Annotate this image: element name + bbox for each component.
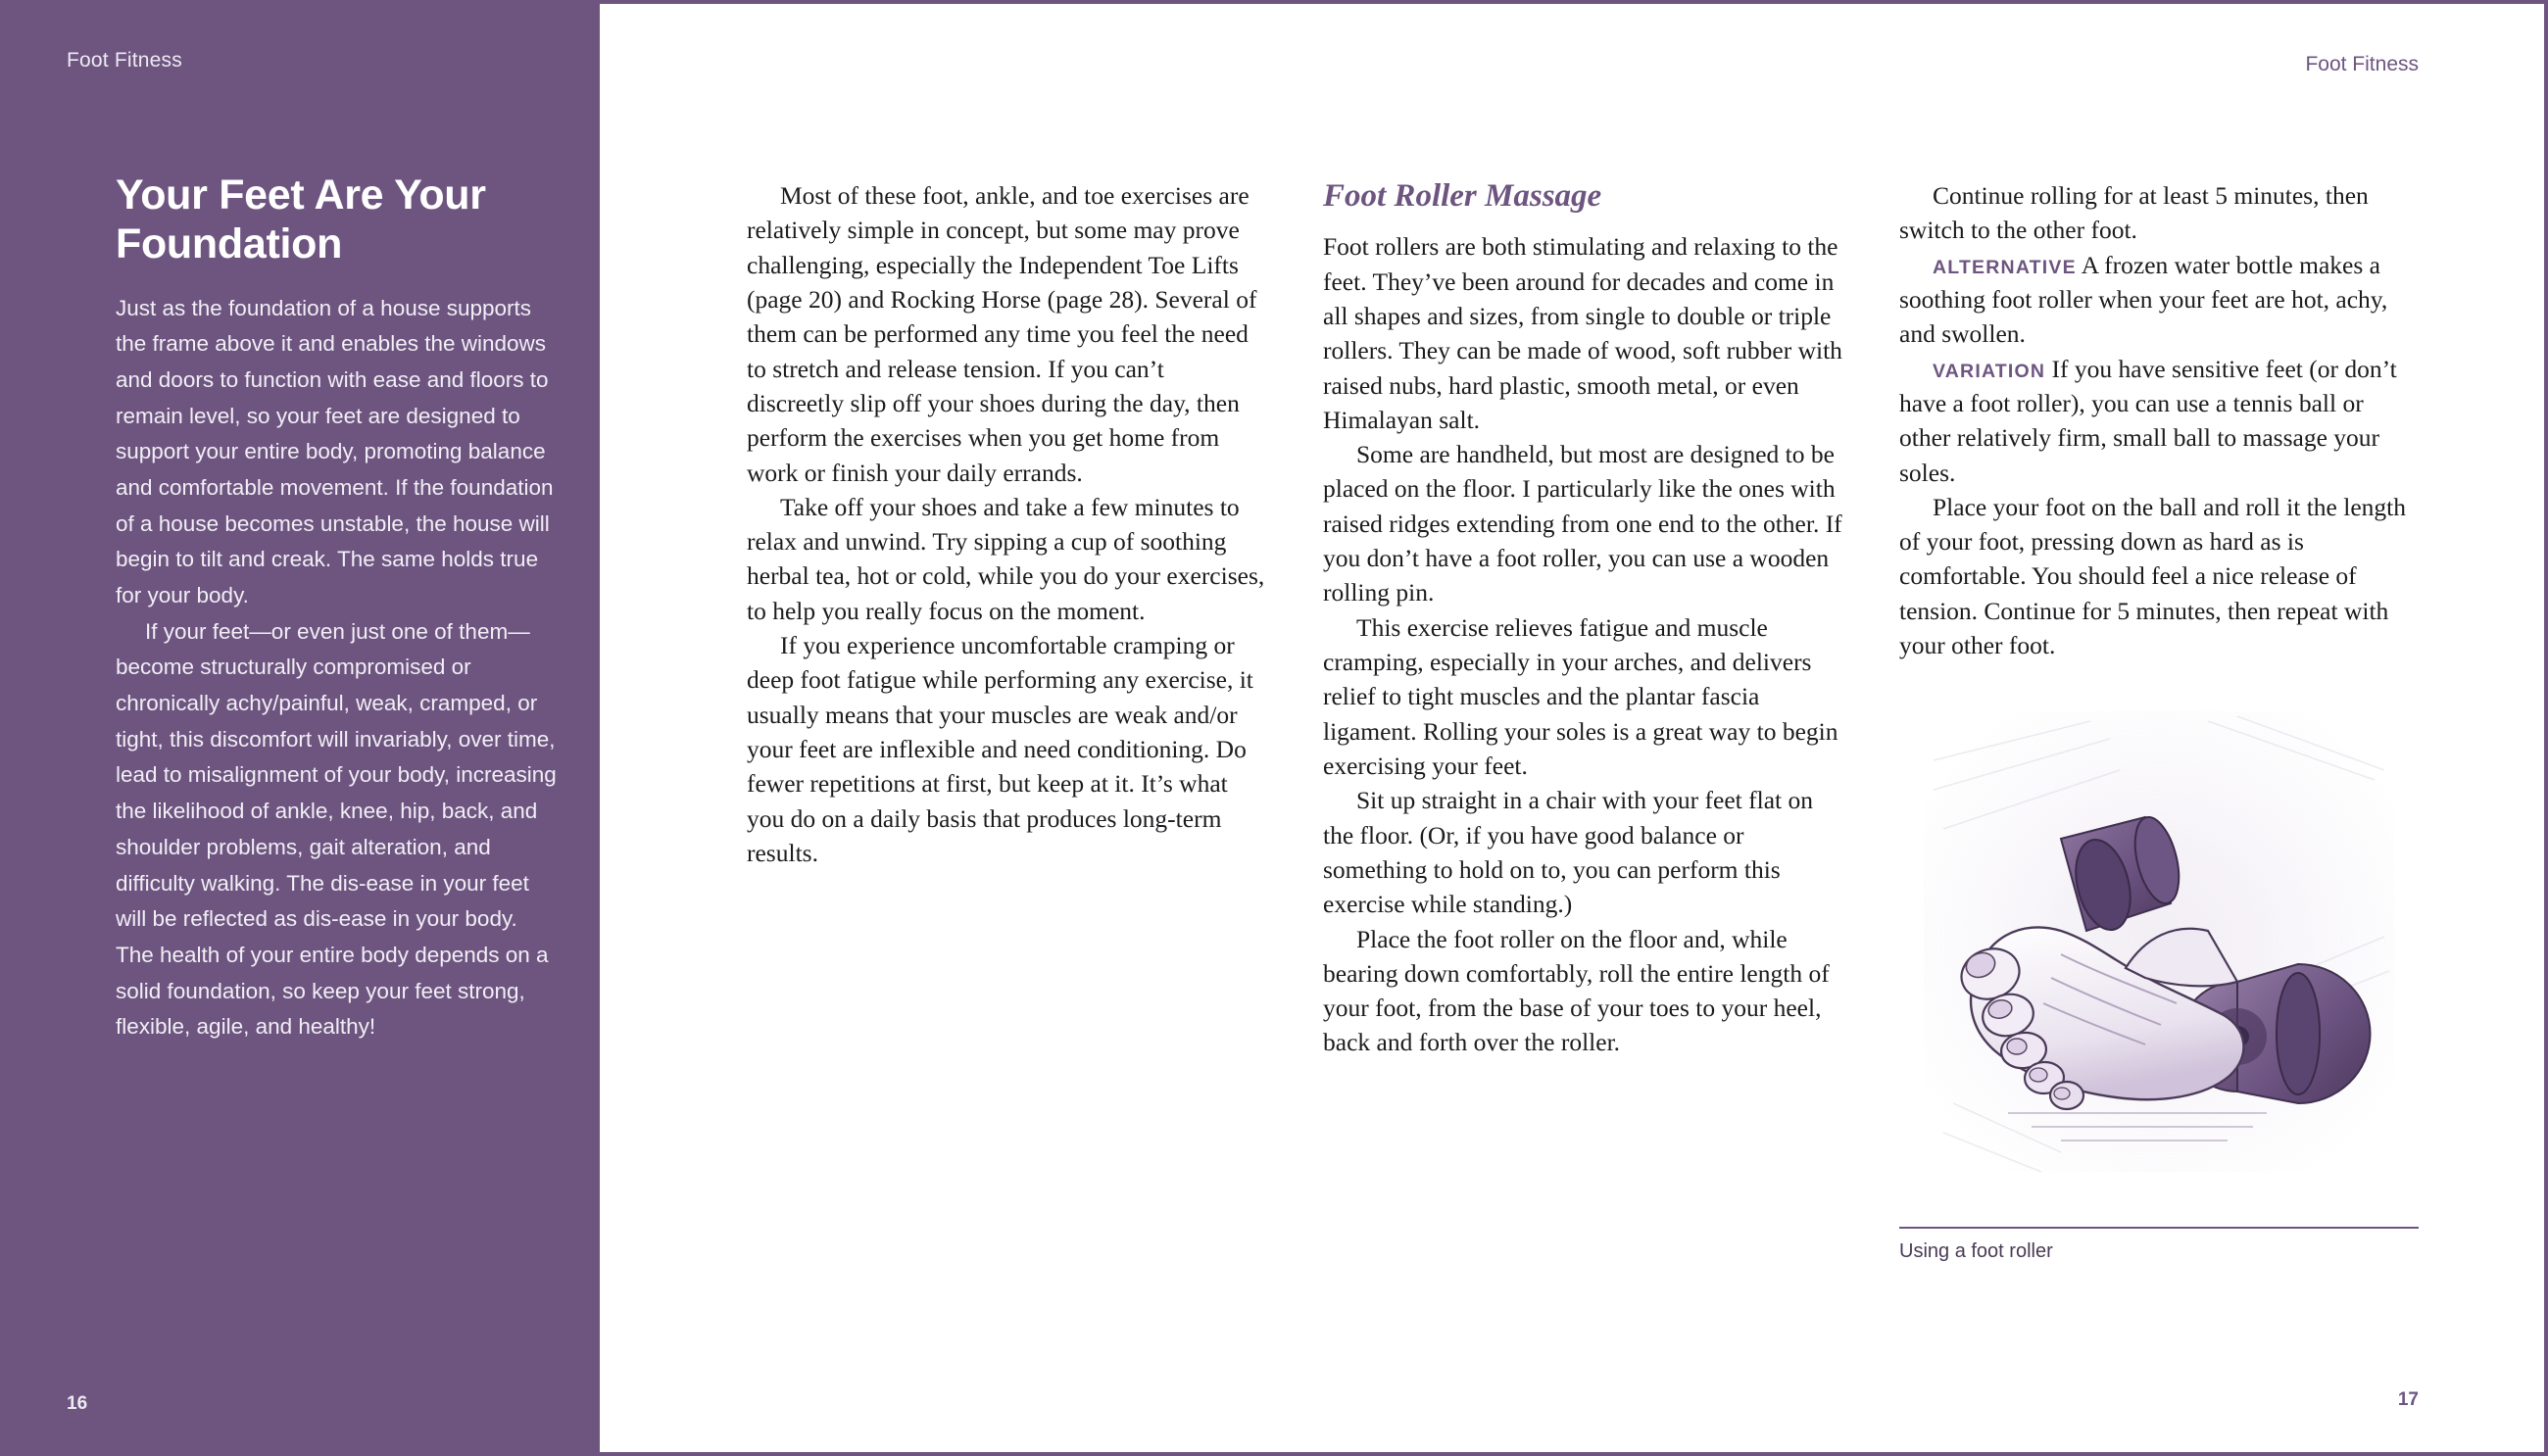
folio-left: 16	[67, 1393, 88, 1414]
right-page	[600, 0, 2548, 1456]
right-page-columns	[747, 178, 2419, 1364]
paragraph: Foot rollers are both stimulating and relaxing to the feet. They’ve been around for decades and come in all shapes and sizes, from single to double or triple rollers. They can be made of wood, soft rubber with raised nubs, hard plastic, smooth metal, or even Himalayan salt.	[1323, 232, 1842, 434]
paragraph: If your feet—or even just one of them—become structurally compromised or chronically achy/painful, weak, cramped, or tight, this discomfort will invariably, over time, lead to misalignment of your body, increasing the likelihood of ankle, knee, hip, back, and shoulder problems, gait alteration, and difficulty walking. The dis-ease in your feet will be reflected as dis-ease in your body. The health of your entire body depends on a solid foundation, so keep your feet strong, flexible, agile, and healthy!	[116, 618, 557, 1040]
paragraph: Take off your shoes and take a few minutes to relax and unwind. Try sipping a cup of soothing herbal tea, hot or cold, while you do your exercises, to help you really focus on the moment.	[747, 492, 1265, 625]
paragraph-variation	[1899, 352, 2419, 490]
paragraph: This exercise relieves fatigue and muscle cramping, especially in your arches, and delivers relief to tight muscles and the plantar fascia ligament. Rolling your soles is a great way to begin exercising your feet.	[1323, 612, 1838, 780]
paragraph: Just as the foundation of a house supports the frame above it and enables the windows and doors to function with ease and floors to remain level, so your feet are designed to support your entire body, promoting balance and comfortable movement. If the foundation of a house becomes unstable, the house will begin to tilt and creak. The same holds true for your body.	[116, 295, 554, 608]
paragraph: If you experience uncomfortable cramping or deep foot fatigue while performing any exercise, it usually means that your muscles are weak and/or your feet are inflexible and need conditioning. Do fewer repetitions at first, but keep at it. It’s what you do on a daily basis that produces long-term results.	[747, 631, 1253, 867]
paragraph-text: If you have sensitive feet (or don’t have a foot roller), you can use a tennis ball or other relatively firm, small ball to massage your soles.	[1899, 354, 2397, 487]
paragraph: Place your foot on the ball and roll it the length of your foot, pressing down as hard as is comfortable. You should feel a nice release of tension. Continue for 5 minutes, then repeat with your other foot.	[1899, 492, 2406, 660]
runin-label-variation: VARIATION	[1933, 360, 2046, 382]
figure	[1899, 692, 2419, 1263]
figure-rule	[1899, 1227, 2419, 1229]
figure-caption: Using a foot roller	[1899, 1240, 2053, 1263]
running-head-left: Foot Fitness	[67, 49, 182, 72]
foot-roller-illustration-icon	[1899, 692, 2419, 1221]
left-page-content	[116, 171, 559, 1045]
paragraph: Continue rolling for at least 5 minutes, then switch to the other foot.	[1899, 181, 2369, 245]
folio-right: 17	[2397, 1389, 2419, 1410]
paragraph: Most of these foot, ankle, and toe exercises are relatively simple in concept, but some may prove challenging, especially the Independent Toe Lifts (page 20) and Rocking Horse (page 28). Several of them can be performed any time you feel the need to stretch and release tension. If you can’t discreetly slip off your shoes during the day, then perform the exercises when you get home from work or finish your daily errands.	[747, 181, 1257, 487]
column-two	[1323, 178, 1842, 1364]
section-heading: Foot Roller Massage	[1323, 178, 1602, 214]
column-one	[747, 178, 1266, 1364]
running-head-right: Foot Fitness	[2305, 53, 2419, 75]
left-page-body	[116, 291, 559, 1045]
page-title: Your Feet Are Your Foundation	[116, 171, 486, 267]
paragraph-text: A frozen water bottle makes a soothing foot roller when your feet are hot, achy, and swollen.	[1899, 250, 2388, 349]
runin-label-alternative: ALTERNATIVE	[1933, 256, 2077, 278]
column-three	[1899, 178, 2419, 1364]
paragraph: Place the foot roller on the floor and, while bearing down comfortably, roll the entire length of your foot, from the base of your toes to your heel, back and forth over the roller.	[1323, 924, 1830, 1057]
paragraph: Some are handheld, but most are designed to be placed on the floor. I particularly like the ones with raised ridges extending from one end to the other. If you don’t have a foot roller, you can use a wooden rolling pin.	[1323, 440, 1842, 607]
paragraph: Sit up straight in a chair with your feet flat on the floor. (Or, if you have good balance or something to hold on to, you can perform this exercise while standing.)	[1323, 786, 1813, 919]
paragraph-alternative	[1899, 248, 2419, 352]
left-page	[0, 0, 600, 1456]
